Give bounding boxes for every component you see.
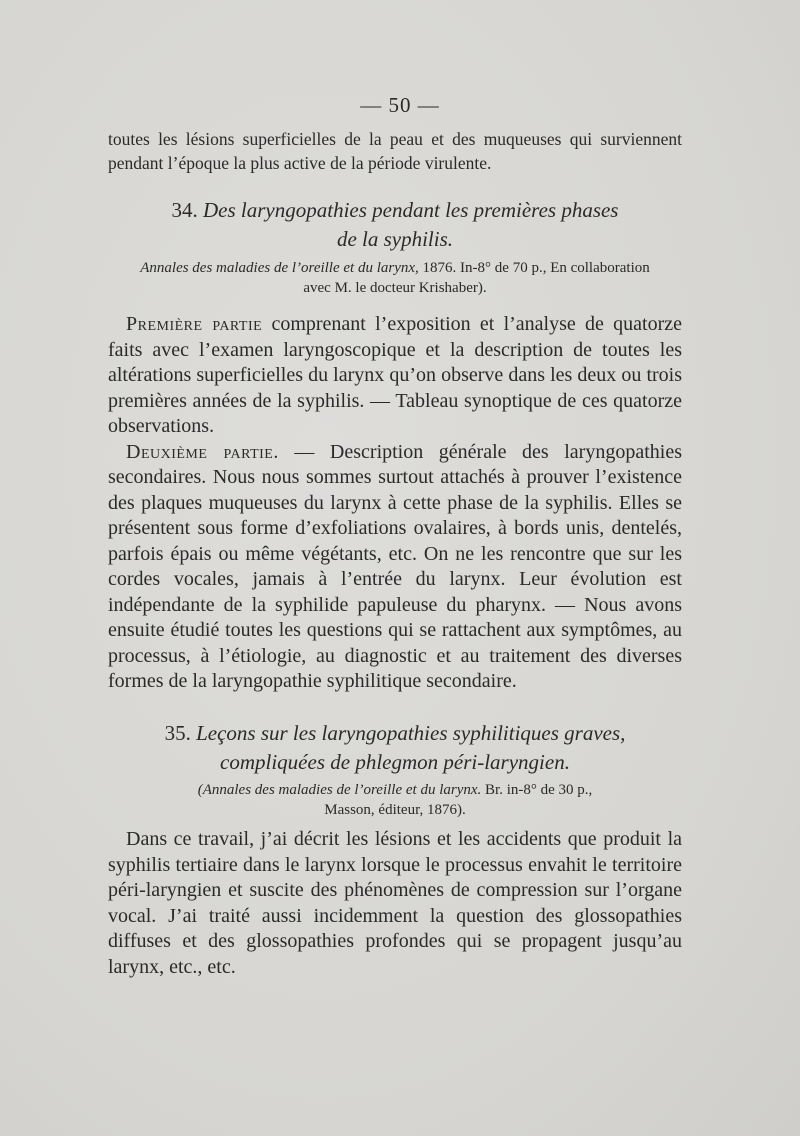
page-number: — 50 — — [360, 93, 440, 117]
section-34-heading — [108, 196, 682, 254]
section-34-part2 — [108, 440, 682, 695]
section-35-title-line2: compliquées de phlegmon péri-laryngien. — [220, 750, 570, 774]
part2-label: Deuxième partie. — [126, 440, 279, 463]
section-35-heading — [108, 719, 682, 777]
section-34-reference-details-2: avec M. le docteur Krishaber). — [303, 280, 487, 296]
part1-text: comprenant l’exposition et l’analyse de quatorze faits avec l’examen laryngoscopique et la description de toutes les altérations superficielles du larynx qu’on observe dans les deux ou trois premières années de la syphilis. — Tableau synoptique de ces quatorze observations. — [108, 313, 682, 437]
part2-text: — Description générale des laryngopathies secondaires. Nous nous sommes surtout attachés à prouver l’existence des plaques muqueuses du larynx à cette phase de la syphilis. Elles se présentent sous forme d’exfoliations ovalaires, à bords unis, dentelés, parfois épais ou même végétants, etc. On ne les rencontre que sur les cordes vocales, jamais à l’entrée du larynx. Leur évolution est indépendante de la syphilide papuleuse du pharynx. — Nous avons ensuite étudié toutes les questions qui se rattachent aux symptômes, au processus, à l’étiologie, au diagnostic et au traitement des diverses formes de la laryngopathie syphilitique secondaire. — [108, 440, 682, 692]
section-34-part1 — [108, 312, 682, 440]
part1-label: Première partie — [126, 313, 263, 335]
section-34-number: 34. — [171, 198, 198, 222]
intro-paragraph: toutes les lésions superficielles de la peau et des muqueuses qui surviennent pendant l’époque la plus active de la période virulente. — [108, 129, 682, 173]
section-34-reference-details-1: 1876. In-8° de 70 p., En collaboration — [422, 260, 650, 276]
section-35-reference — [108, 780, 682, 820]
section-35-body — [108, 827, 682, 980]
section-34-title-line1: Des laryngopathies pendant les premières phases — [203, 198, 619, 222]
section-34-reference — [108, 258, 682, 298]
section-35-reference-details-1: Br. in-8° de 30 p., — [485, 782, 593, 798]
section-35-title-line1: Leçons sur les laryngopathies syphilitiques graves, — [196, 721, 626, 745]
section-34-reference-journal: Annales des maladies de l’oreille et du larynx, — [140, 260, 419, 276]
section-35-reference-journal: (Annales des maladies de l’oreille et du larynx. — [197, 782, 482, 798]
section-35-reference-details-2: Masson, éditeur, 1876). — [324, 802, 466, 818]
section-34-body — [108, 312, 682, 695]
section-34-title-line2: de la syphilis. — [336, 227, 454, 251]
section-35-number: 35. — [164, 721, 191, 745]
section-35-paragraph: Dans ce travail, j’ai décrit les lésions et les accidents que produit la syphilis tertiaire dans le larynx lorsque le processus envahit le territoire péri-laryngien et suscite des phénomènes de compression sur l’organe vocal. J’ai traité aussi incidemment la question des glossopathies diffuses et des glossopathies profondes qui se propagent jusqu’au larynx, etc., etc. — [108, 828, 682, 978]
